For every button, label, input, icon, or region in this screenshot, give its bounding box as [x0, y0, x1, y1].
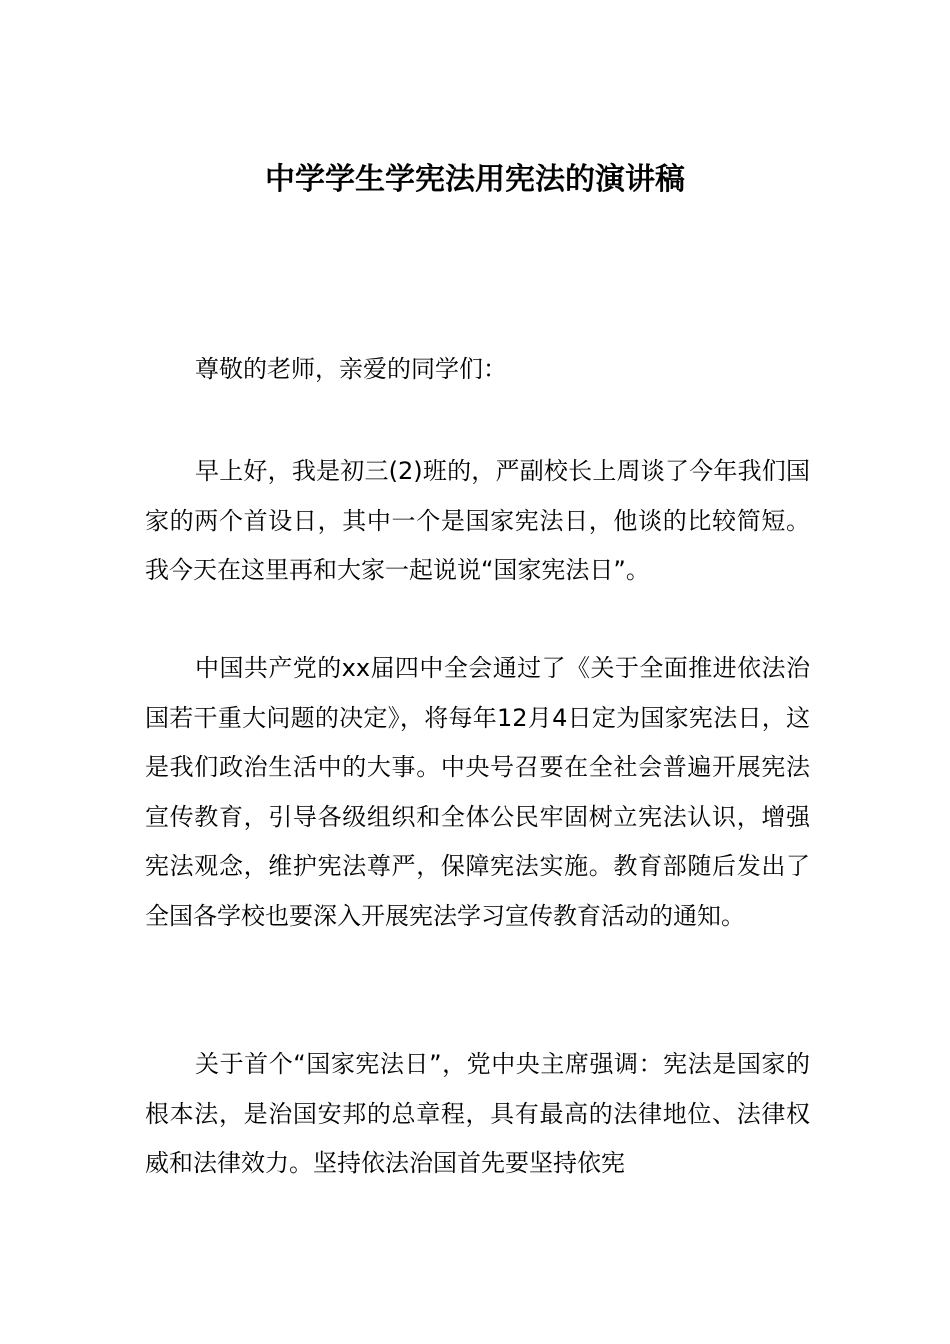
- paragraph-1: 早上好，我是初三(2)班的，严副校长上周谈了今年我们国家的两个首设日，其中一个是国家宪法日，他谈的比较简短。我今天在这里再和大家一起说说“国家宪法日”。: [145, 457, 810, 584]
- document-title: 中学学生学宪法用宪法的演讲稿: [265, 162, 685, 197]
- paragraph-3: 关于首个“国家宪法日”，党中央主席强调：宪法是国家的根本法，是治国安邦的总章程，具有最高的法律地位、法律权威和法律效力。坚持依法治国首先要坚持依宪: [145, 1050, 810, 1177]
- salutation: 尊敬的老师，亲爱的同学们：: [195, 355, 507, 383]
- paragraph-2: 中国共产党的xx届四中全会通过了《关于全面推进依法治国若干重大问题的决定》，将每年12月4日定为国家宪法日，这是我们政治生活中的大事。中央号召要在全社会普遍开展宪法宣传教育，引导各级组织和全体公民牢固树立宪法认识，增强宪法观念，维护宪法尊严，保障宪法实施。教育部随后发出了全国各学校也要深入开展宪法学习宣传教育活动的通知。: [145, 654, 810, 930]
